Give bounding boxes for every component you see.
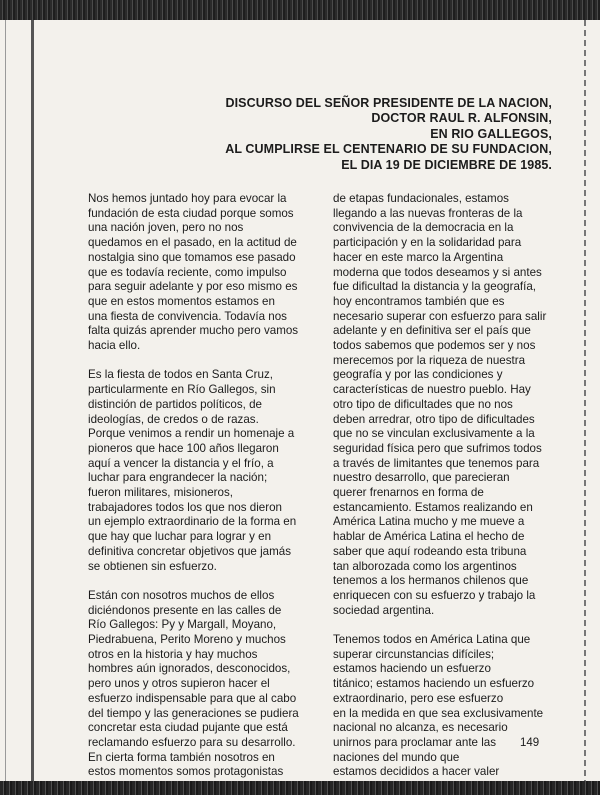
text-line: estamos haciendo un esfuerzo [333,662,491,676]
text-line: querer frenarnos en forma de [333,486,484,500]
heading-line: DOCTOR RAUL R. ALFONSIN, [371,111,552,126]
text-line: distinción de partidos políticos, de [88,397,263,411]
text-line: un ejemplo extraordinario de la forma en [88,515,297,529]
paragraph-gap [88,574,298,589]
text-line: nacional no alcanza, es necesario [333,721,508,735]
text-line: que en estos momentos estamos en [88,294,275,308]
text-line: en la medida en que sea exclusivamente [333,706,544,720]
text-line: participación y en la solidaridad para [333,236,522,250]
text-line: definitiva concretar objetivos que jamás [88,544,291,558]
text-line: seguridad física pero que sufrimos todos [333,441,542,455]
text-line: unirnos para proclamar ante las [333,736,497,749]
text-line: todos sabemos que podemos ser y nos [333,339,536,353]
text-line: una fiesta de convivencia. Todavía nos [88,309,287,323]
text-line: esfuerzo indispensable para que al cabo [88,691,297,705]
text-line: quedamos en el pasado, en la actitud de [88,236,297,250]
text-line: hacer en este marco la Argentina [333,250,504,264]
text-line: particularmente en Río Gallegos, sin [88,383,276,397]
text-line: ideologías, de credos o de razas. [88,412,259,426]
text-line: pero unos y otros supieron hacer el [88,677,270,691]
text-line: llegando a las nuevas fronteras de la [333,206,523,220]
text-line: titánico; estamos haciendo un esfuerzo [333,677,535,691]
text-line: estancamiento. Estamos realizando en [333,500,533,514]
scan-edge-left-faint [5,20,6,782]
text-line: otro tipo de dificultades que no nos [333,397,513,411]
scan-edge-right [584,20,586,782]
text-line: estamos decididos a hacer valer [333,765,500,779]
text-line: saber que aquí rodeando esta tribuna [333,544,527,558]
text-line: de etapas fundacionales, estamos [333,192,509,205]
text-line: Están con nosotros muchos de ellos [88,588,275,602]
text-line: Porque venimos a rendir un homenaje a [88,427,295,441]
speech-heading [132,96,552,173]
text-line: aquí a vencer la distancia y el frío, a [88,456,274,470]
paragraph [333,192,565,618]
scan-edge-left [31,20,34,782]
text-line: enriquecen con su esfuerzo y trabajo la [333,588,536,602]
text-line: se obtienen sin esfuerzo. [88,559,217,573]
text-line: Tenemos todos en América Latina que [333,633,531,647]
text-line: para seguir adelante y por eso mismo es [88,280,298,294]
text-line: Río Gallegos: Py y Margall, Moyano, [88,618,277,632]
heading-line: DISCURSO DEL SEÑOR PRESIDENTE DE LA NACION, [225,96,552,110]
text-line: hoy encontramos también que es [333,294,505,308]
text-line: características de nuestro pueblo. Hay [333,383,531,397]
text-line: superar circunstancias difíciles; [333,647,495,661]
paragraph [88,192,298,354]
text-line: América Latina mucho y me mueve a [333,515,525,529]
text-line: hacia ello. [88,339,141,353]
text-line: convivencia de la democracia en la [333,221,514,235]
text-line: merecemos por la riqueza de nuestra [333,353,526,367]
text-line: tan alborozada como los argentinos [333,559,517,573]
scan-edge-top [0,0,600,20]
text-line: luchar para engrandecer la nación; [88,471,268,485]
text-line: adelante y en definitiva ser el país que [333,324,531,338]
text-line: diciéndonos presente en las calles de [88,603,282,617]
text-line: tenemos a los hermanos chilenos que [333,574,529,588]
text-line: hombres aún ignorados, desconocidos, [88,662,291,676]
scan-edge-bottom [0,781,600,795]
text-line: sociedad argentina. [333,603,435,617]
text-line: reclamando esfuerzo para su desarrollo. [88,735,296,749]
text-line: otros en la historia y hay muchos [88,647,258,661]
text-line: Es la fiesta de todos en Santa Cruz, [88,368,273,382]
text-line: pioneros que hace 100 años llegaron [88,441,279,455]
text-line: fue dificultad la distancia y la geografía, [333,280,537,294]
paragraph [333,633,565,780]
text-line: que no se vinculan exclusivamente a la [333,427,535,441]
text-line: trabajadores todos los que nos dieron [88,500,283,514]
text-line: naciones del mundo que [333,750,460,764]
text-line: fueron militares, misioneros, [88,486,233,500]
text-line: hablar de América Latina el hecho de [333,530,525,544]
text-line: geografía y por las condiciones y [333,368,503,382]
text-line: que es todavía reciente, como impulso [88,265,287,279]
left-text-column [88,192,298,780]
paragraph-gap [333,618,565,633]
heading-line: EL DIA 19 DE DICIEMBRE DE 1985. [341,157,552,172]
text-line: Piedrabuena, Perito Moreno y muchos [88,633,286,647]
right-text-column [333,192,565,780]
text-line: falta quizás aprender mucho pero vamos [88,324,299,338]
text-line: a través de limitantes que tenemos para [333,456,540,470]
text-line: nuestro desarrollo, que parecieran [333,471,510,485]
text-line: del tiempo y las generaciones se pudiera [88,706,299,720]
text-line: nostalgia sino que tomamos ese pasado [88,250,296,264]
text-line: Nos hemos juntado hoy para evocar la [88,192,287,205]
text-line: estos momentos somos protagonistas [88,765,284,779]
text-line: que hay que luchar para lograr y en [88,530,272,544]
text-line: extraordinario, pero ese esfuerzo [333,691,504,705]
text-line: necesario superar con esfuerzo para salir [333,309,547,323]
heading-line: EN RIO GALLEGOS, [430,126,552,141]
text-line: deben arredrar, otro tipo de dificultades [333,412,535,426]
page-number: 149 [520,737,540,749]
text-line: En cierta forma también nosotros en [88,750,275,764]
paragraph [88,589,298,780]
text-line: concretar esta ciudad pujante que está [88,721,288,735]
paragraph [88,368,298,574]
heading-line: AL CUMPLIRSE EL CENTENARIO DE SU FUNDACION, [225,142,552,157]
text-line: fundación de esta ciudad porque somos [88,206,294,220]
text-line: moderna que todos deseamos y si antes [333,265,542,279]
text-line: una nación joven, pero no nos [88,221,244,235]
paragraph-gap [88,354,298,369]
